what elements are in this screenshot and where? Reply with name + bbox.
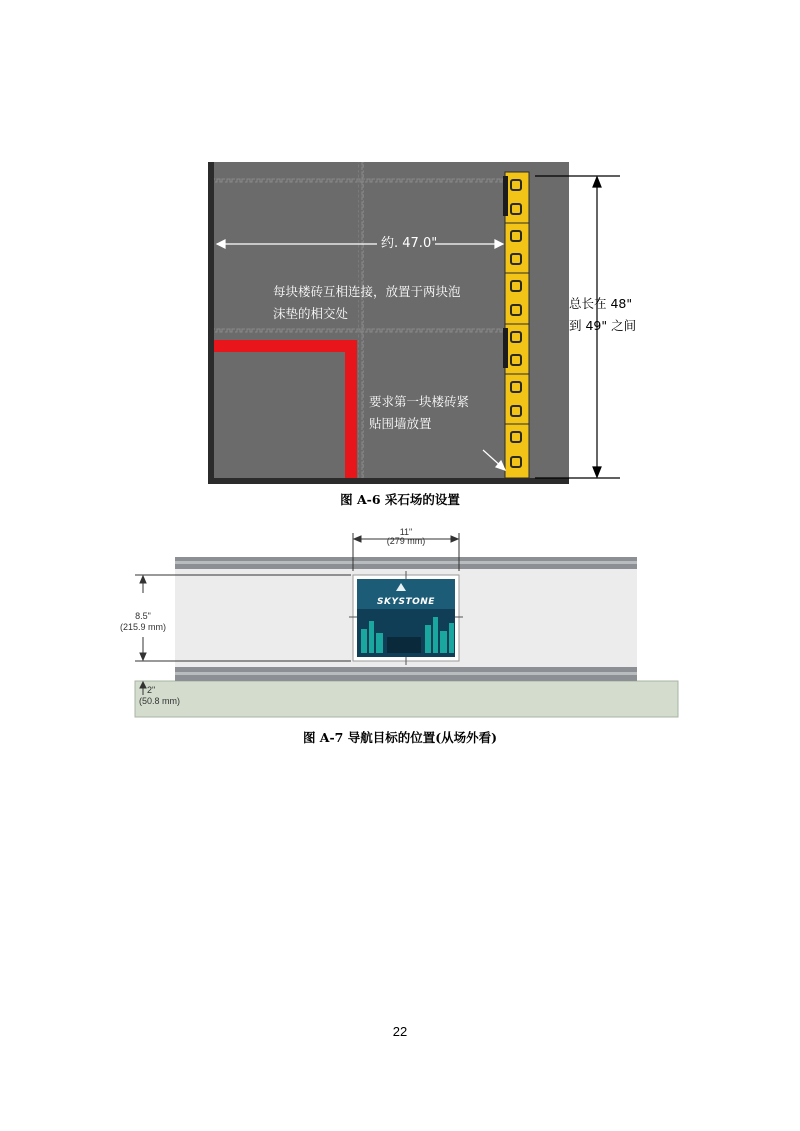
figure-a6 (205, 160, 645, 488)
page-number: 22 (392, 1024, 408, 1039)
height-label-line1: 总长在 48" (569, 296, 633, 311)
bottom-mm: (50.8 mm) (139, 696, 181, 706)
fig-a7-bottom-label (139, 685, 180, 707)
first-stone-note-line1: 要求第一块楼砖紧 (369, 394, 470, 409)
figure-a7 (119, 525, 685, 720)
first-stone-note-line2: 贴围墙放置 (369, 416, 432, 431)
width-label: 约. 47.0" (381, 236, 438, 251)
bottom-inches: 2" (147, 685, 156, 695)
height-label-line2: 到 49" 之间 (569, 318, 637, 333)
field-floor (135, 681, 678, 717)
mat-seam-vertical (358, 162, 364, 484)
fig-a7-width-label (356, 527, 456, 547)
tiles-note-line2: 沫垫的相交处 (273, 306, 349, 321)
skystone-image (357, 579, 455, 657)
navigation-target-diagram (125, 525, 685, 720)
stone-column (503, 172, 529, 478)
tiles-note-line1: 每块楼砖互相连接，放置于两块泡 (273, 284, 461, 299)
arena-wall-bottom (208, 478, 569, 484)
width-inches: 11" (399, 527, 413, 537)
height-inches: 8.5" (135, 611, 151, 621)
fig-a7-height-label (111, 611, 175, 633)
figure-a7-caption: 图 A-7 导航目标的位置(从场外看) (302, 730, 498, 745)
arena-wall-left (208, 162, 214, 484)
height-mm: (215.9 mm) (119, 622, 166, 632)
skystone-logo-text: SKYSTONE (377, 597, 435, 607)
width-mm: (279 mm) (386, 536, 426, 546)
figure-a6-caption: 图 A-6 采石场的设置 (340, 492, 460, 507)
